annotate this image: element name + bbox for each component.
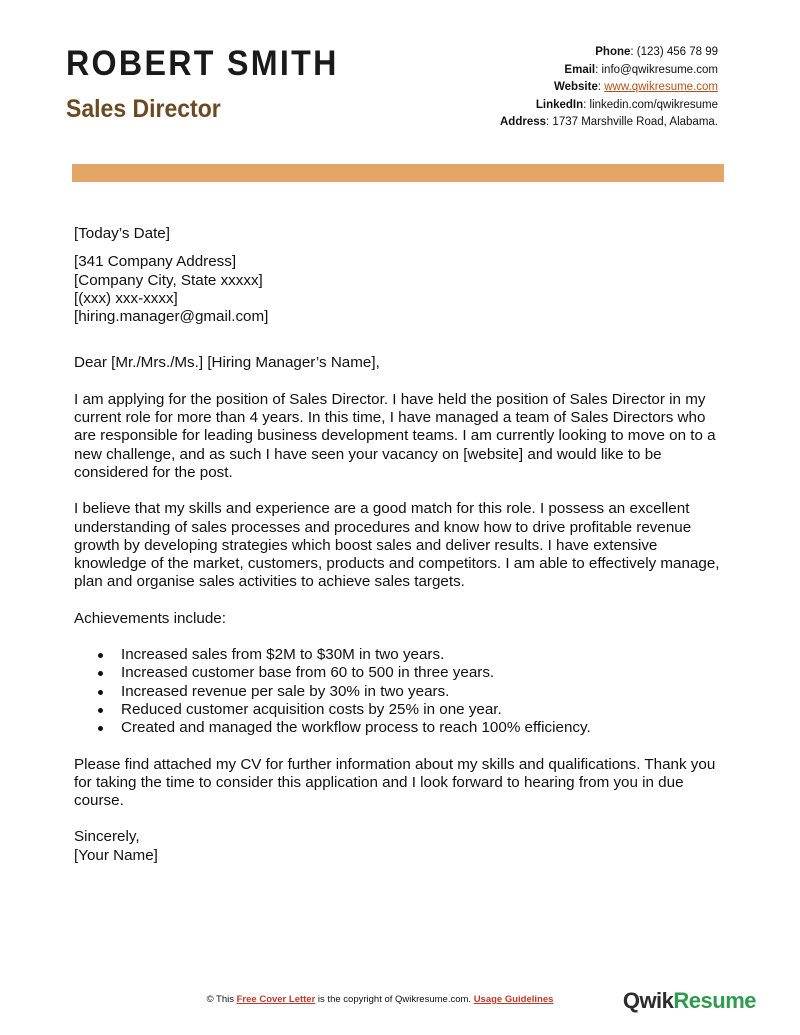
sign-off: Sincerely, xyxy=(74,828,140,846)
applicant-name: ROBERT SMITH xyxy=(66,44,339,83)
address-value: 1737 Marshville Road, Alabama. xyxy=(552,116,718,128)
website-link[interactable]: www.qwikresume.com xyxy=(604,81,718,93)
phone-label: Phone xyxy=(595,46,631,58)
contact-address: Address: 1737 Marshville Road, Alabama. xyxy=(500,116,718,128)
linkedin-label: LinkedIn xyxy=(535,98,584,111)
website-label: Website xyxy=(553,81,598,93)
recipient-city: [Company City, State xxxxx] xyxy=(74,271,263,289)
achievement-item: Increased sales from $2M to $30M in two years. xyxy=(74,646,730,664)
logo-text-resume: Resume xyxy=(673,988,756,1013)
signature-name: [Your Name] xyxy=(74,846,158,864)
address-label: Address xyxy=(500,116,547,128)
achievements-intro: Achievements include: xyxy=(74,609,226,627)
recipient-phone: [(xxx) xxx-xxxx] xyxy=(74,289,178,307)
paragraph-skills: I believe that my skills and experience are a good match for this role. I possess an excellent understanding of sales processes and procedures and know how to drive profitable revenue growth by developing strategies which boost sales and deliver results. I have extensive knowledge of the market, customers, products and competitors. I am able to effectively manage, plan and organise sales activities to achieve sales targets. xyxy=(74,500,720,591)
contact-linkedin: LinkedIn: linkedin.com/qwikresume xyxy=(535,98,718,111)
linkedin-value: linkedin.com/qwikresume xyxy=(589,98,718,111)
closing-paragraph: Please find attached my CV for further information about my skills and qualifications. Thank you for taking the time to consider this application and I look forward to hearing from you in due course. xyxy=(74,755,716,810)
achievement-item: Reduced customer acquisition costs by 25% in one year. xyxy=(74,701,730,719)
email-label: Email xyxy=(564,63,596,76)
letter-body xyxy=(74,225,730,865)
contact-email: Email: info@qwikresume.com xyxy=(564,63,718,76)
job-title: Sales Director xyxy=(66,95,221,123)
salutation: Dear [Mr./Mrs./Ms.] [Hiring Manager’s Name], xyxy=(74,354,380,372)
phone-value: (123) 456 78 99 xyxy=(636,46,718,58)
accent-divider-bar xyxy=(72,164,724,182)
footer-prefix: © This xyxy=(206,994,237,1005)
logo-text-qwik: Qwik xyxy=(622,988,674,1013)
contact-website: Website: www.qwikresume.com xyxy=(553,81,718,93)
free-cover-letter-link[interactable]: Free Cover Letter xyxy=(236,994,316,1005)
recipient-address: [341 Company Address] xyxy=(74,253,237,271)
contact-block xyxy=(500,44,718,132)
contact-phone: Phone: (123) 456 78 99 xyxy=(595,46,718,58)
paragraph-intro: I am applying for the position of Sales Director. I have held the position of Sales Director in my current role for more than 4 years. In this time, I have managed a team of Sales Directors who are responsible for leading business development teams. I am currently looking to move on to a new challenge, and as such I have seen your vacancy on [website] and would like to be considered for the post. xyxy=(74,390,716,481)
recipient-email: [hiring.manager@gmail.com] xyxy=(74,308,269,326)
letter-date: [Today’s Date] xyxy=(74,225,170,242)
footer-middle: is the copyright of Qwikresume.com. xyxy=(315,994,474,1005)
usage-guidelines-link[interactable]: Usage Guidelines xyxy=(473,994,554,1005)
email-value[interactable]: info@qwikresume.com xyxy=(601,63,718,76)
qwikresume-logo[interactable] xyxy=(623,988,756,1014)
achievement-item: Increased revenue per sale by 30% in two years. xyxy=(74,683,730,701)
achievement-item: Increased customer base from 60 to 500 in three years. xyxy=(74,664,730,682)
achievement-item: Created and managed the workflow process to reach 100% efficiency. xyxy=(74,719,730,737)
achievements-list xyxy=(74,646,730,737)
